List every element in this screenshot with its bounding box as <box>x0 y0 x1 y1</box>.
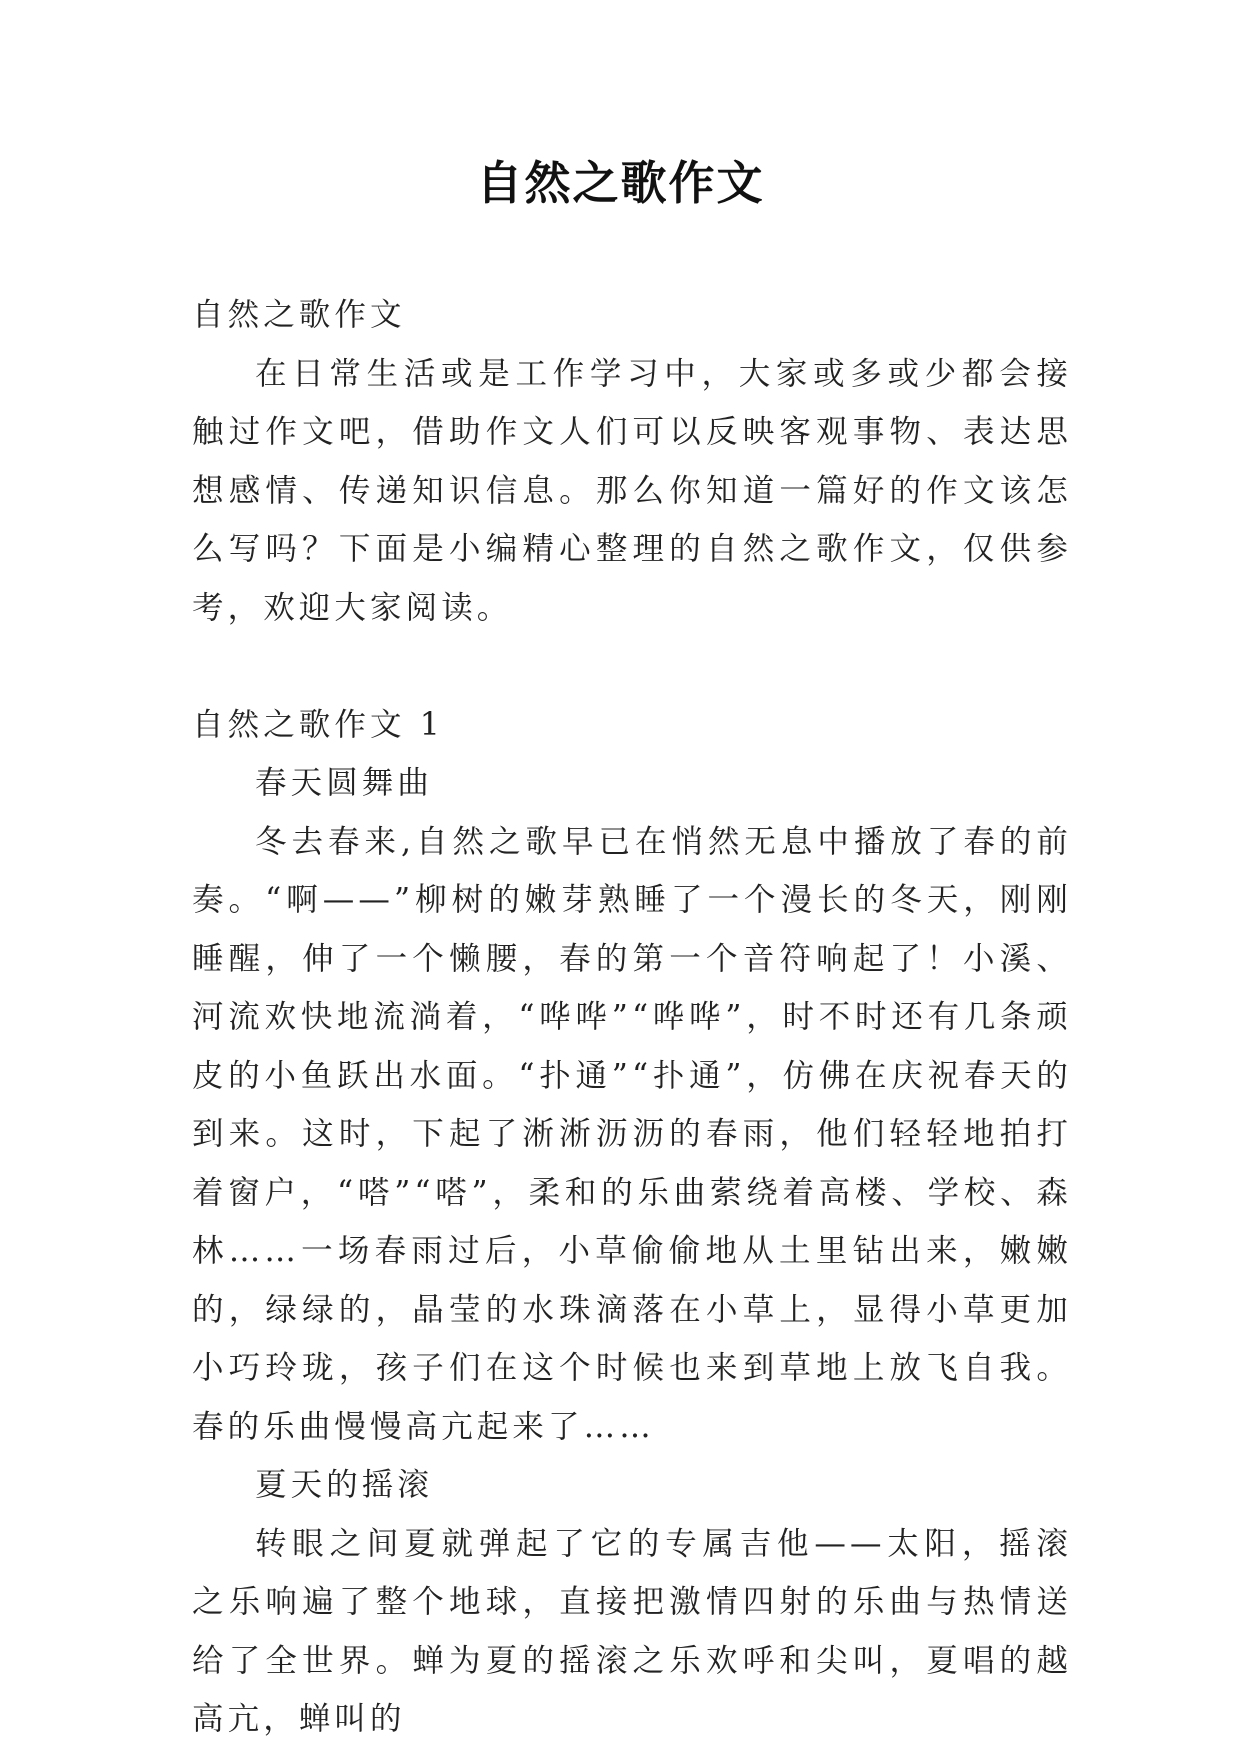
intro-paragraph: 在日常生活或是工作学习中，大家或多或少都会接触过作文吧，借助作文人们可以反映客观事物、表达思想感情、传递知识信息。那么你知道一篇好的作文该怎么写吗？下面是小编精心整理的自然之歌作文，仅供参考，欢迎大家阅读。 <box>192 355 1072 626</box>
summer-paragraph: 转眼之间夏就弹起了它的专属吉他——太阳，摇滚之乐响遍了整个地球，直接把激情四射的乐曲与热情送给了全世界。蝉为夏的摇滚之乐欢呼和尖叫，夏唱的越高亢，蝉叫的 <box>192 1525 1072 1737</box>
spring-paragraph: 冬去春来,自然之歌早已在悄然无息中播放了春的前奏。“啊——”柳树的嫩芽熟睡了一个漫长的冬天，刚刚睡醒，伸了一个懒腰，春的第一个音符响起了！小溪、河流欢快地流淌着，“哗哗”“哗哗”，时不时还有几条顽皮的小鱼跃出水面。“扑通”“扑通”，仿佛在庆祝春天的到来。这时，下起了淅淅沥沥的春雨，他们轻轻地拍打着窗户，“嗒”“嗒”，柔和的乐曲萦绕着高楼、学校、森林……一场春雨过后，小草偷偷地从土里钻出来，嫩嫩的，绿绿的，晶莹的水珠滴落在小草上，显得小草更加小巧玲珑，孩子们在这个时候也来到草地上放飞自我。春的乐曲慢慢高亢起来了…… <box>192 823 1072 1445</box>
summer-section-heading: 夏天的摇滚 <box>255 1467 434 1503</box>
essay-1-heading: 自然之歌作文 1 <box>192 706 444 743</box>
spring-section-heading: 春天圆舞曲 <box>255 765 434 801</box>
section-spacer <box>192 637 1072 696</box>
intro-heading: 自然之歌作文 <box>192 297 406 333</box>
document-title: 自然之歌作文 <box>476 156 765 210</box>
document-body <box>192 286 1072 1749</box>
